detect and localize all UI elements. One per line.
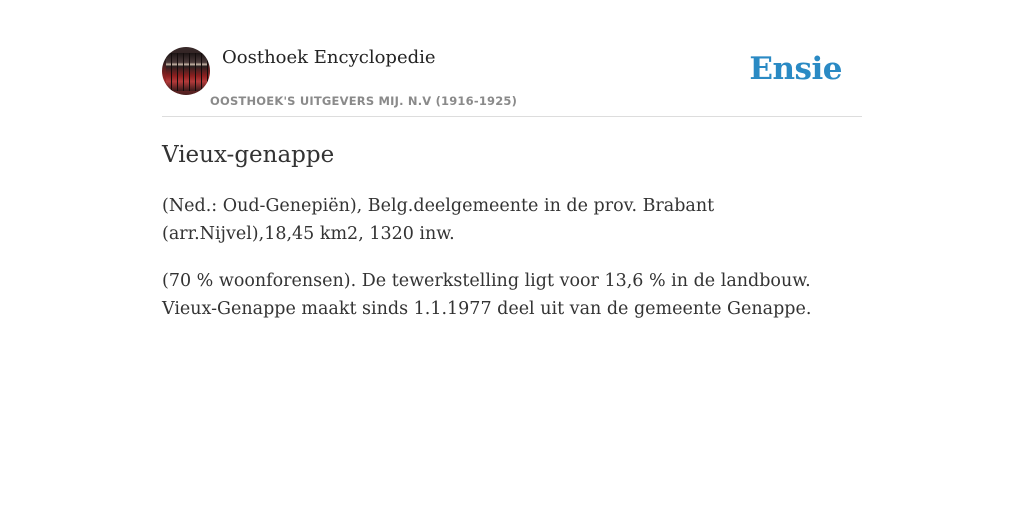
brand-logo[interactable]: Ensie <box>749 51 842 87</box>
article-paragraph: (Ned.: Oud-Genepiën), Belg.deelgemeente in de prov. Brabant (arr.Nijvel),18,45 km2, 1320 inw. <box>162 196 715 244</box>
article-paragraph: (70 % woonforensen). De tewerkstelling ligt voor 13,6 % in de landbouw. Vieux-Genappe maakt sinds 1.1.1977 deel uit van de gemeente Genappe. <box>162 271 812 319</box>
header <box>162 0 862 117</box>
book-spines-icon[interactable] <box>162 47 210 95</box>
site-title[interactable]: Oosthoek Encyclopedie <box>222 47 436 68</box>
publisher-label: OOSTHOEK'S UITGEVERS MIJ. N.V (1916-1925) <box>210 94 518 108</box>
encyclopedia-card <box>162 0 862 319</box>
article-title: Vieux-genappe <box>162 142 335 168</box>
